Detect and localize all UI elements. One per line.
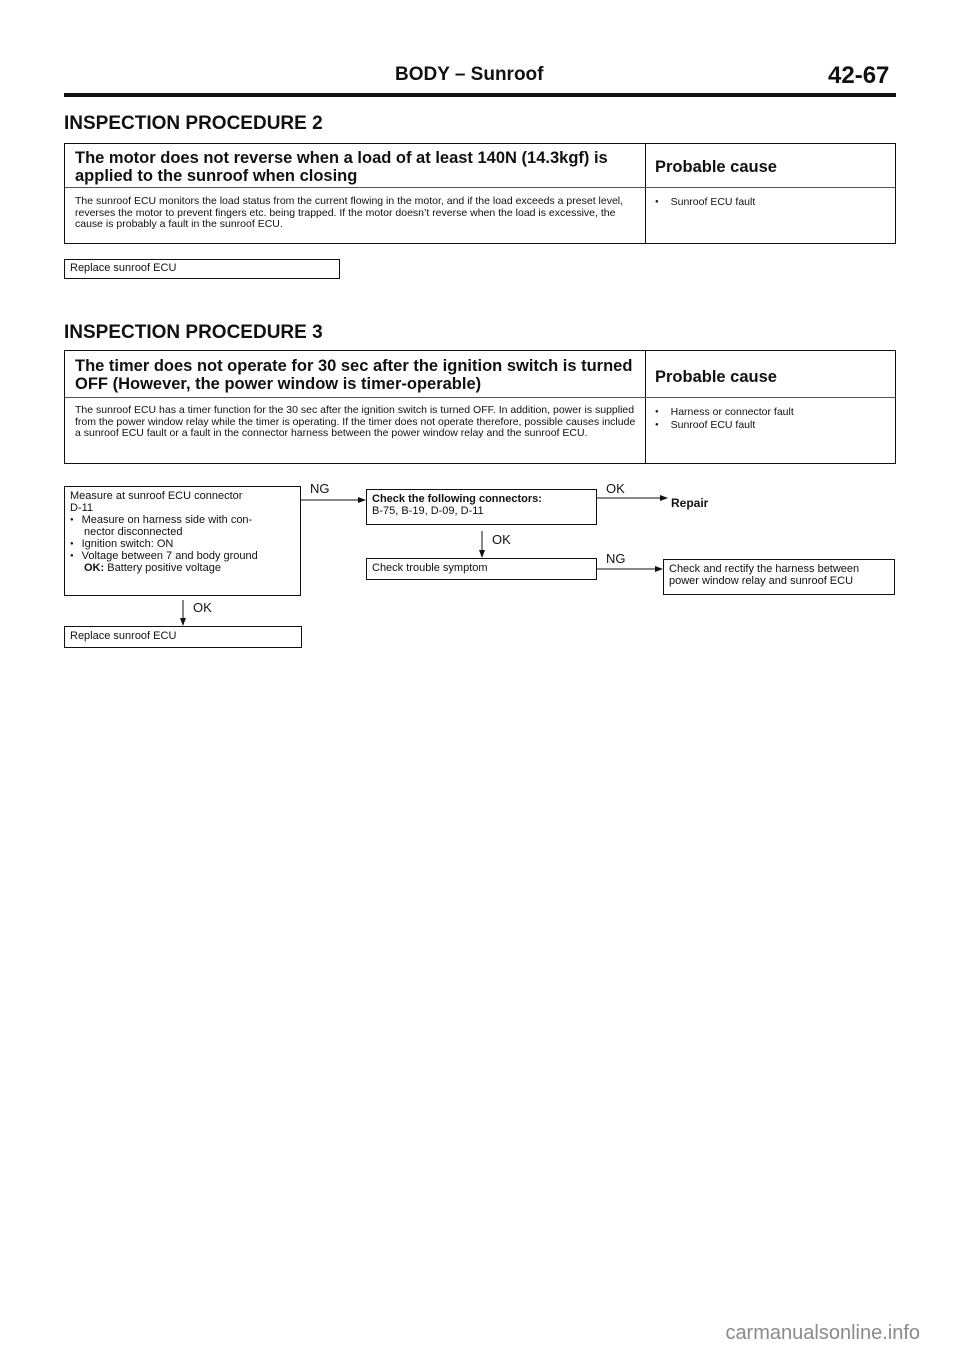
procedure-2-description: The sunroof ECU monitors the load status from the current flowing in the motor, and if the load exceeds a preset level, reverses the motor to prevent fingers etc. being trapped. If the motor doesn’t reverse when the load is excessive, the cause is probably a fault in the sunroof ECU. <box>75 195 624 230</box>
procedure-2-cause: ● Sunroof ECU fault <box>655 196 755 208</box>
harness-line: power window relay and sunroof ECU <box>669 575 854 587</box>
procedure-2-action-box: Replace sunroof ECU <box>64 259 340 279</box>
procedure-2-symptom: The motor does not reverse when a load of at least 140N (14.3kgf) is applied to the sunroof when closing <box>75 149 608 185</box>
measure-line: Measure at sunroof ECU connector <box>70 490 243 502</box>
procedure-3-cause-heading: Probable cause <box>655 368 777 386</box>
procedure-3-symptom: The timer does not operate for 30 sec after the ignition switch is turned OFF (However, the power window is timer-operable) <box>75 357 633 393</box>
repair-label: Repair <box>671 496 709 510</box>
ok-text: Battery positive voltage <box>107 562 221 574</box>
measure-bullet-continued: nector disconnected <box>84 526 183 538</box>
ok-prefix: OK: <box>84 562 105 574</box>
connectors-list: B-75, B-19, D-09, D-11 <box>372 505 484 517</box>
harness-line: Check and rectify the harness between <box>669 563 860 575</box>
ok-label: OK <box>193 600 212 615</box>
watermark: carmanualsonline.info <box>725 1322 920 1344</box>
procedure-2-cause-heading: Probable cause <box>655 158 777 176</box>
page-header-title: BODY – Sunroof <box>395 64 544 85</box>
check-symptom-box: Check trouble symptom <box>366 558 597 580</box>
measure-bullet: ● Ignition switch: ON <box>70 538 295 550</box>
replace-ecu-box: Replace sunroof ECU <box>64 626 302 648</box>
procedure-2-title: INSPECTION PROCEDURE 2 <box>64 113 323 134</box>
procedure-3-description: The sunroof ECU has a timer function for the 30 sec after the ignition switch is turned OFF. In addition, power is supplied from the power window relay while the timer is operating. If the timer does not operate therefore, possible causes include a sunroof ECU fault or a fault in the connector harness between the power window relay and the sunroof ECU. <box>75 404 636 439</box>
procedure-3-title: INSPECTION PROCEDURE 3 <box>64 322 323 343</box>
page-number: 42-67 <box>828 62 890 89</box>
measure-line: D-11 <box>70 502 94 514</box>
measure-bullet: ● Voltage between 7 and body ground <box>70 550 295 562</box>
ok-label: OK <box>606 481 625 496</box>
ng-label: NG <box>310 481 330 496</box>
ng-label: NG <box>606 551 626 566</box>
procedure-3-cause: ● Sunroof ECU fault <box>655 419 755 431</box>
measure-bullet: ● Measure on harness side with con- <box>70 514 295 526</box>
ok-label: OK <box>492 532 511 547</box>
procedure-3-cause: ● Harness or connector fault <box>655 406 794 418</box>
connectors-title: Check the following connectors: <box>372 493 542 505</box>
